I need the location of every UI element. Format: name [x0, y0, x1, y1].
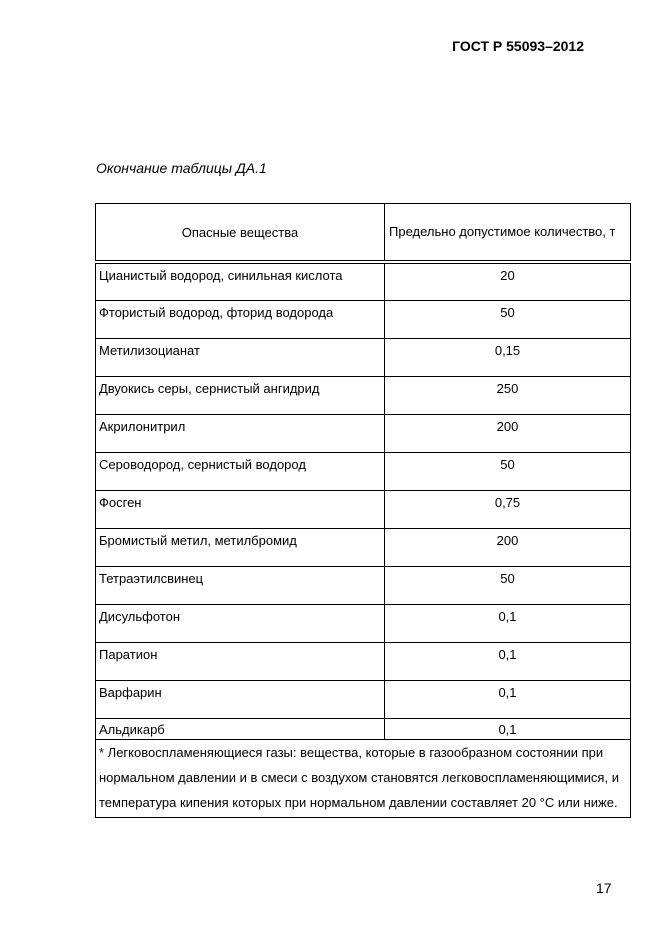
hazardous-substances-table: [95, 203, 631, 818]
substance-quantity: 0,15: [385, 338, 631, 376]
table-row: [96, 262, 631, 300]
footnote-row: [96, 739, 631, 817]
substance-name: Метилизоцианат: [96, 338, 385, 376]
table-header-row: [96, 204, 631, 263]
substance-quantity: 0,1: [385, 642, 631, 680]
table-caption: Окончание таблицы ДА.1: [96, 160, 267, 176]
document-code: ГОСТ Р 55093–2012: [452, 38, 584, 54]
table-row: [96, 414, 631, 452]
substance-quantity: 0,1: [385, 604, 631, 642]
substance-name: Сероводород, сернистый водород: [96, 452, 385, 490]
substance-name: Альдикарб: [96, 718, 385, 739]
table-row: [96, 490, 631, 528]
table-body: [96, 262, 631, 817]
substance-quantity: 20: [385, 262, 631, 300]
substance-quantity: 50: [385, 566, 631, 604]
substance-quantity: 0,1: [385, 680, 631, 718]
substance-quantity: 0,1: [385, 718, 631, 739]
substance-name: Дисульфотон: [96, 604, 385, 642]
substance-quantity: 200: [385, 528, 631, 566]
table-row: [96, 566, 631, 604]
column-header-quantity: Предельно допустимое количество, т: [385, 204, 631, 263]
table-row: [96, 376, 631, 414]
substance-name: Бромистый метил, метилбромид: [96, 528, 385, 566]
substance-name: Фосген: [96, 490, 385, 528]
substance-name: Тетраэтилсвинец: [96, 566, 385, 604]
substance-quantity: 200: [385, 414, 631, 452]
substance-quantity: 50: [385, 300, 631, 338]
substance-quantity: 250: [385, 376, 631, 414]
table-row: [96, 452, 631, 490]
substance-name: Акрилонитрил: [96, 414, 385, 452]
table-row: [96, 718, 631, 739]
substance-name: Фтористый водород, фторид водорода: [96, 300, 385, 338]
substance-name: Цианистый водород, синильная кислота: [96, 262, 385, 300]
table-footnote: * Легковоспламеняющиеся газы: вещества, которые в газообразном состоянии при нормальном давлении и в смеси с воздухом становятся легковоспламеняющимися, и температура кипения которых при нормальном давлении составляет 20 °С или ниже.: [96, 739, 631, 817]
substance-quantity: 50: [385, 452, 631, 490]
substance-name: Двуокись серы, сернистый ангидрид: [96, 376, 385, 414]
table-row: [96, 300, 631, 338]
table-row: [96, 642, 631, 680]
table-row: [96, 604, 631, 642]
table-row: [96, 338, 631, 376]
table-row: [96, 680, 631, 718]
substance-name: Паратион: [96, 642, 385, 680]
table-row: [96, 528, 631, 566]
substance-name: Варфарин: [96, 680, 385, 718]
page-number: 17: [596, 880, 612, 896]
column-header-substance: Опасные вещества: [96, 204, 385, 263]
substance-quantity: 0,75: [385, 490, 631, 528]
